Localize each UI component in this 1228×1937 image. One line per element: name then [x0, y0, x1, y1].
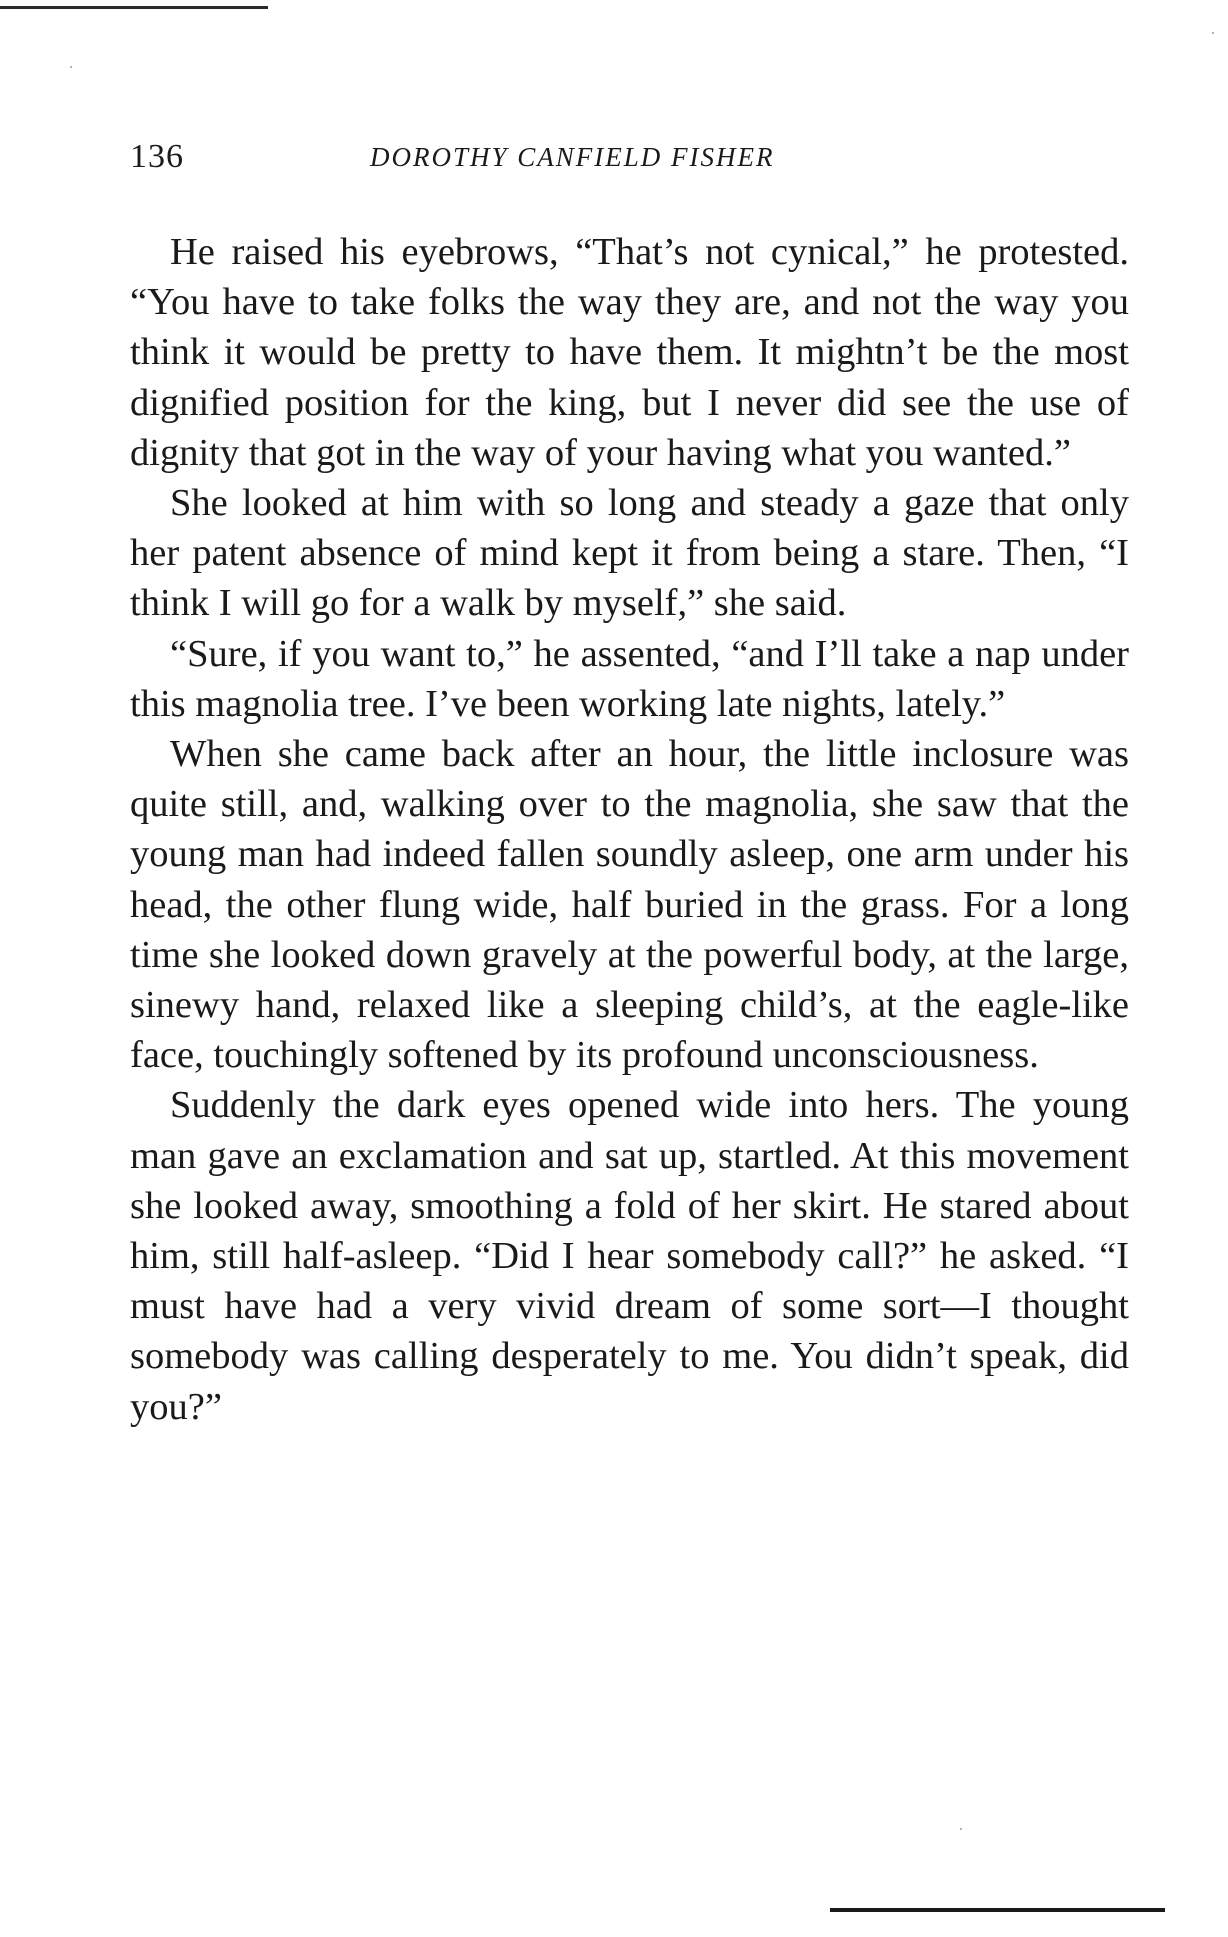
page-header	[130, 138, 1130, 188]
scan-speck	[960, 1828, 962, 1830]
paragraph: When she came back after an hour, the little inclosure was quite still, and, walking over to the magnolia, she saw that the young man had indeed fallen soundly asleep, one arm under his head, the other flung wide, half buried in the grass. For a long time she looked down gravely at the powerful body, at the large, sinewy hand, relaxed like a sleeping child’s, at the eagle-like face, touchingly softened by its profound unconsciousness.	[130, 733, 1129, 1077]
paragraph: Suddenly the dark eyes opened wide into hers. The young man gave an exclamation and sat up, startled. At this movement she looked away, smoothing a fold of her skirt. He stared about him, still half-asleep. “Did I hear somebody call?” he asked. “I must have had a very vivid dream of some sort—I thought somebody was calling desperately to me. You didn’t speak, did you?”	[130, 1084, 1129, 1428]
scan-speck	[70, 66, 72, 68]
scan-edge-rule-bottom	[830, 1908, 1165, 1912]
paragraph: He raised his eyebrows, “That’s not cynical,” he protested. “You have to take folks the way they are, and not the way you think it would be pretty to have them. It mightn’t be the most dignified position for the king, but I never did see the use of dignity that got in the way of your having what you wanted.”	[130, 231, 1129, 474]
paragraph: She looked at him with so long and steady a gaze that only her patent absence of mind kept it from being a stare. Then, “I think I will go for a walk by myself,” she said.	[130, 482, 1129, 625]
body-text	[130, 227, 1129, 1432]
running-head: DOROTHY CANFIELD FISHER	[370, 142, 775, 172]
scan-speck	[1212, 32, 1214, 34]
page-number: 136	[130, 138, 184, 175]
scan-edge-rule-top	[0, 6, 268, 9]
paragraph: “Sure, if you want to,” he assented, “and I’ll take a nap under this magnolia tree. I’ve been working late nights, lately.”	[130, 632, 1129, 725]
